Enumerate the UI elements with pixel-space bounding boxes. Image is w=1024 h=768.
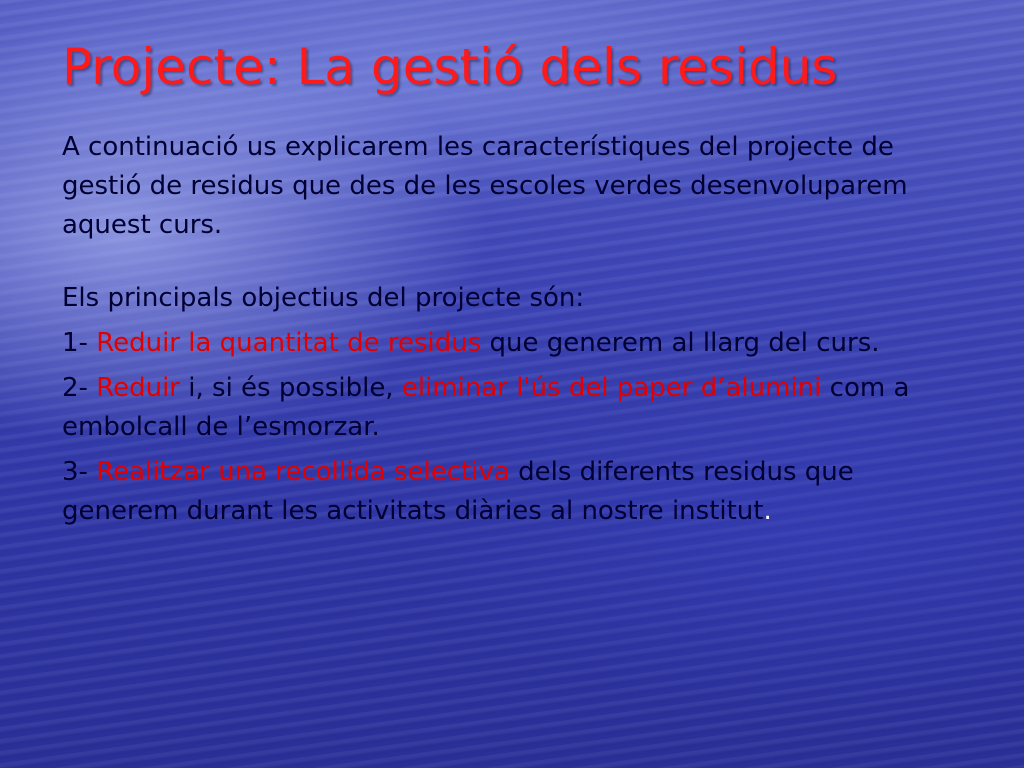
item-highlight: Reduir bbox=[96, 373, 180, 403]
objective-item-2 bbox=[62, 369, 962, 447]
item-text: dels diferents residus que generem durant les activitats diàries al nostre institut bbox=[62, 457, 854, 526]
item-text: i, si és possible, bbox=[180, 373, 402, 403]
item-number: 1- bbox=[62, 328, 97, 358]
item-number: 3- bbox=[62, 457, 97, 487]
objective-item-1 bbox=[62, 324, 962, 363]
item-number: 2- bbox=[62, 373, 97, 403]
item-text: que generem al llarg del curs. bbox=[481, 328, 880, 358]
item-highlight: eliminar l'ús del paper d’alumini bbox=[401, 373, 822, 403]
item-end-punctuation: . bbox=[763, 496, 772, 526]
paragraph-gap bbox=[62, 245, 962, 279]
slide-title: Projecte: La gestió dels residus bbox=[62, 38, 838, 96]
item-text: com a embolcall de l’esmorzar. bbox=[62, 373, 910, 442]
item-highlight: Realitzar una recollida selectiva bbox=[96, 457, 510, 487]
item-highlight: Reduir la quantitat de residus bbox=[96, 328, 482, 358]
slide-body bbox=[62, 128, 962, 531]
objective-item-3 bbox=[62, 453, 962, 531]
objectives-heading: Els principals objectius del projecte són: bbox=[62, 283, 585, 313]
intro-paragraph: A continuació us explicarem les característiques del projecte de gestió de residus que des de les escoles verdes desenvoluparem aquest curs. bbox=[62, 132, 908, 240]
